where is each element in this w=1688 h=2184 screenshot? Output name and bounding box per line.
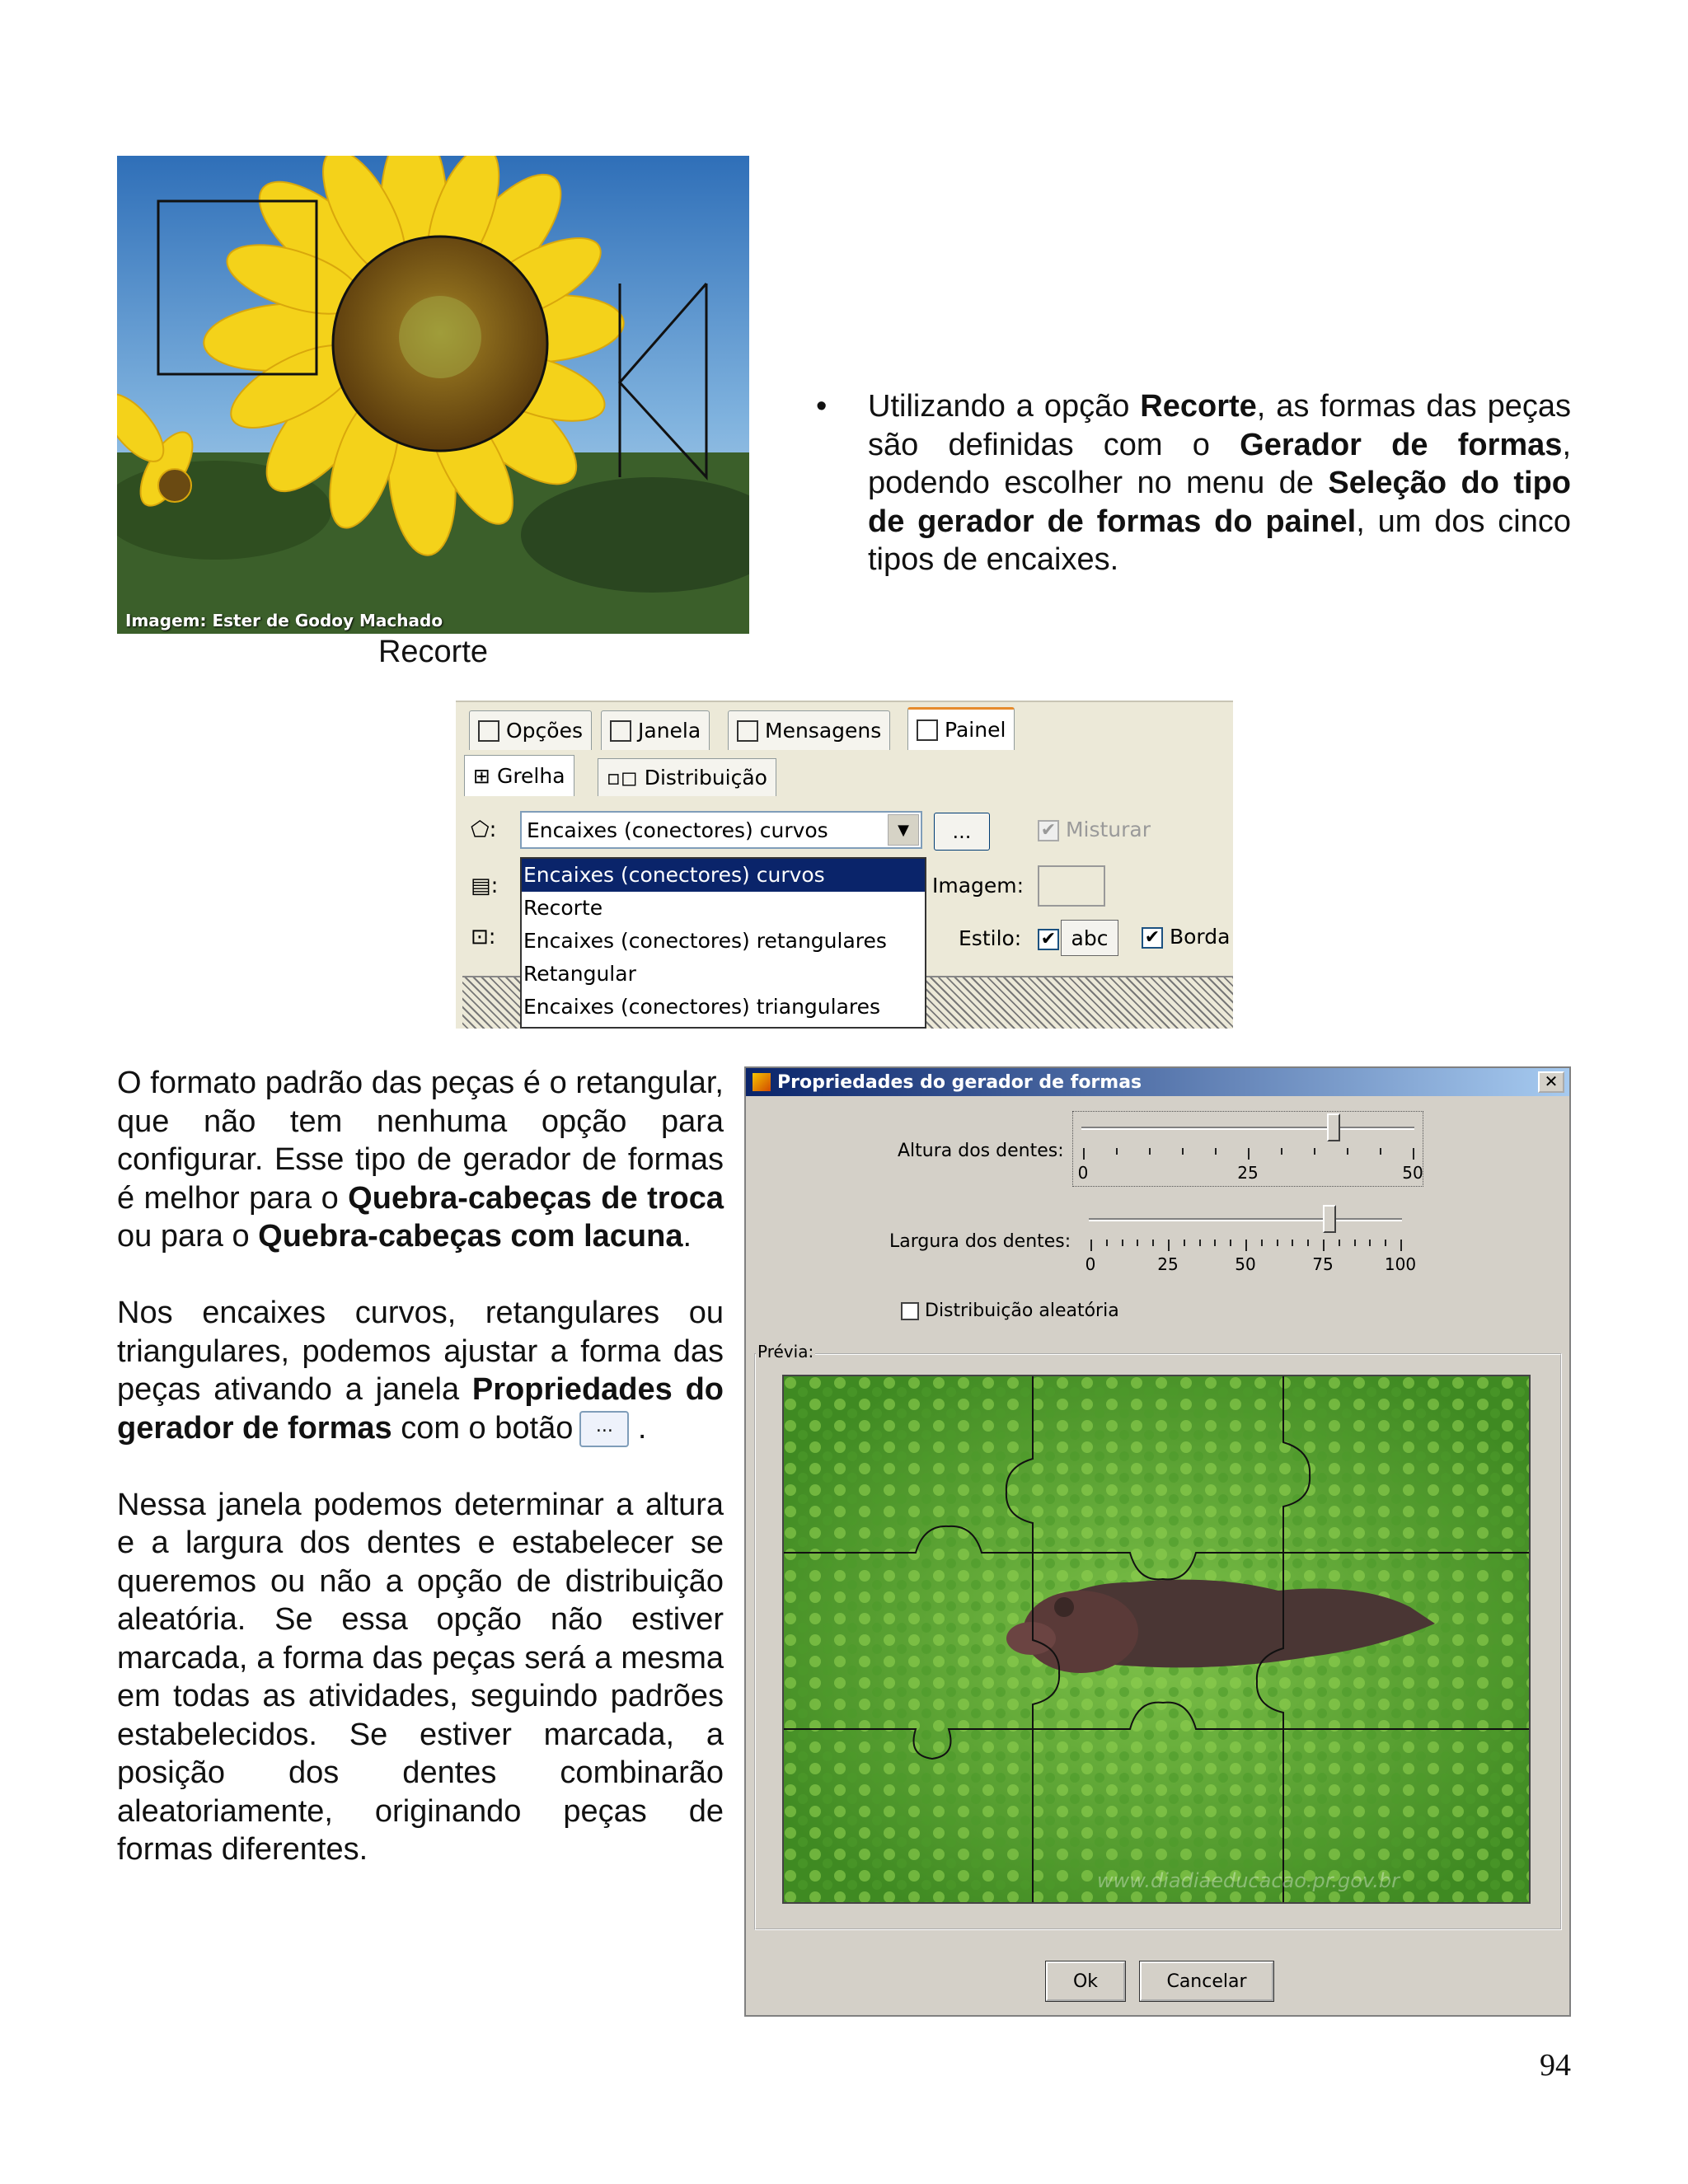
- text-run: .: [682, 1219, 692, 1254]
- ok-button[interactable]: Ok: [1046, 1961, 1125, 2001]
- text-run: , um dos cinco tipos de encaixes.: [868, 504, 1571, 577]
- misturar-checkbox[interactable]: ✔: [1038, 820, 1059, 841]
- text-run: .: [629, 1410, 647, 1446]
- slider-tick: [1347, 1148, 1348, 1155]
- bold-term: Propriedades do gerador de formas: [117, 1372, 724, 1446]
- slider-tick: [1354, 1240, 1356, 1246]
- page-number: 94: [1540, 2048, 1571, 2083]
- tab-label: Janela: [638, 719, 701, 743]
- bullet-paragraph: [816, 387, 1571, 579]
- slider-tick: [1230, 1240, 1231, 1246]
- slider-tick: [1214, 1240, 1216, 1246]
- shape-generator-icon: ⬠:: [471, 818, 497, 842]
- shape-type-dropdown[interactable]: [520, 857, 926, 1029]
- slider-tick: [1168, 1240, 1170, 1251]
- altura-slider-thumb[interactable]: [1327, 1113, 1340, 1141]
- bullet-text: [868, 387, 1571, 579]
- dropdown-option-retangular[interactable]: Retangular: [523, 962, 636, 986]
- misturar-label: Misturar: [1065, 818, 1151, 841]
- slider-tick: [1323, 1240, 1325, 1251]
- slider-tick: [1215, 1148, 1217, 1155]
- estilo-label: Estilo:: [959, 926, 1022, 950]
- slider-tick: [1385, 1240, 1386, 1246]
- figure-caption: Recorte: [377, 635, 489, 669]
- tab-painel[interactable]: [907, 707, 1015, 750]
- shape-generator-select[interactable]: [520, 811, 922, 849]
- tab-janela[interactable]: [601, 710, 710, 750]
- preview-image: [782, 1375, 1531, 1904]
- slider-tick: [1369, 1240, 1371, 1246]
- style-button[interactable]: abc: [1061, 920, 1118, 956]
- altura-slider[interactable]: [1072, 1111, 1423, 1187]
- text-run: , as formas das peças são definidas com o: [868, 389, 1571, 462]
- dialog-titlebar[interactable]: [746, 1068, 1569, 1096]
- dropdown-option-retangulares[interactable]: Encaixes (conectores) retangulares: [523, 929, 887, 953]
- slider-tick: [1307, 1240, 1309, 1246]
- slider-tick: [1152, 1240, 1154, 1246]
- text-run: , podendo escolher no menu de: [868, 427, 1572, 500]
- bold-term: Quebra-cabeças com lacuna: [258, 1219, 683, 1254]
- bullet-marker: •: [816, 389, 828, 424]
- largura-label: Largura dos dentes:: [889, 1231, 1071, 1252]
- slider-tick: [1339, 1240, 1340, 1246]
- dropdown-option-curvos[interactable]: Encaixes (conectores) curvos: [522, 859, 925, 892]
- slider-tick: [1277, 1240, 1278, 1246]
- slider-tick: [1182, 1148, 1184, 1155]
- slider-tick-label: 75: [1312, 1254, 1334, 1274]
- dropdown-option-triangulares[interactable]: Encaixes (conectores) triangulares: [523, 995, 881, 1019]
- subtab-distribuicao[interactable]: [598, 758, 776, 796]
- paragraph-2: [117, 1294, 724, 1447]
- text-run: ou para o: [117, 1219, 259, 1254]
- panel-screenshot: [456, 701, 1233, 1029]
- paragraph-1: [117, 1064, 724, 1256]
- shape-generator-properties-dialog: [744, 1066, 1571, 2017]
- cancel-button[interactable]: Cancelar: [1140, 1961, 1273, 2001]
- distrib-label: Distribuição aleatória: [925, 1301, 1119, 1321]
- distribution-icon: ▫◻: [607, 766, 638, 790]
- largura-slider[interactable]: [1082, 1203, 1417, 1279]
- slider-tick-label: 25: [1237, 1163, 1259, 1183]
- bold-term: Recorte: [1140, 389, 1257, 424]
- tab-label: Painel: [945, 718, 1006, 742]
- text-run: com o botão: [392, 1410, 574, 1446]
- distrib-option[interactable]: [901, 1301, 1119, 1321]
- estilo-checkbox[interactable]: ✔: [1038, 926, 1059, 950]
- slider-tick: [1400, 1240, 1402, 1251]
- tab-opcoes[interactable]: [469, 710, 592, 750]
- dropdown-option-recorte[interactable]: Recorte: [523, 896, 603, 920]
- text-run: Utilizando a opção: [868, 389, 1141, 424]
- slider-tick: [1149, 1148, 1151, 1155]
- slider-tick-label: 25: [1157, 1254, 1179, 1274]
- image-credit: Imagem: Ester de Godoy Machado: [125, 611, 443, 630]
- slider-tick: [1380, 1148, 1381, 1155]
- tab-mensagens[interactable]: [728, 710, 890, 750]
- imagem-label: Imagem:: [932, 874, 1025, 898]
- slider-tick-label: 0: [1085, 1254, 1096, 1274]
- slider-tick: [1122, 1240, 1123, 1246]
- subtab-label: Distribuição: [644, 766, 767, 790]
- resize-icon: ⊡:: [471, 925, 496, 949]
- slider-tick: [1292, 1240, 1293, 1246]
- subtab-label: Grelha: [496, 764, 565, 788]
- bold-term: Gerador de formas: [1240, 427, 1563, 462]
- bold-term: Quebra-cabeças de troca: [348, 1180, 724, 1216]
- grid-icon: ⊞: [473, 764, 490, 788]
- slider-tick-label: 0: [1077, 1163, 1089, 1183]
- slider-tick: [1314, 1148, 1315, 1155]
- borda-option[interactable]: [1142, 925, 1230, 949]
- preview-watermark: www.diadiaeducacao.pr.gov.br: [1097, 1869, 1400, 1892]
- subtab-grelha[interactable]: [464, 755, 574, 796]
- slider-tick: [1137, 1240, 1138, 1246]
- select-value: Encaixes (conectores) curvos: [527, 818, 828, 842]
- app-icon: [753, 1073, 771, 1091]
- slider-tick-label: 50: [1402, 1163, 1423, 1183]
- slider-tick-label: 100: [1384, 1254, 1417, 1274]
- slider-tick: [1083, 1148, 1085, 1160]
- paragraph-3: Nessa janela podemos determinar a altura e a largura dos dentes e estabelecer se queremos ou não a opção de distribuição aleatória. Se essa opção não estiver marcada, a forma das peças será a mesma em todas as atividades, seguindo padrões estabelecidos. Se estiver marcada, a posição dos dentes combinarão aleatoriamente, originando peças de formas diferentes.: [117, 1487, 724, 1867]
- slider-tick: [1106, 1240, 1108, 1246]
- close-button[interactable]: ✕: [1538, 1071, 1564, 1093]
- bold-term: Seleção do tipo de gerador de formas do painel: [868, 466, 1571, 539]
- slider-tick: [1199, 1240, 1201, 1246]
- slider-tick: [1261, 1240, 1263, 1246]
- inline-ellipsis-button-image: ...: [579, 1411, 629, 1447]
- panel-icon: [917, 719, 938, 741]
- chevron-down-icon[interactable]: ▼: [888, 814, 919, 846]
- options-icon: [478, 720, 499, 742]
- slider-tick: [1413, 1148, 1414, 1160]
- slider-tick: [1116, 1148, 1118, 1155]
- left-text-column: [117, 1064, 724, 1907]
- borda-checkbox[interactable]: ✔: [1142, 927, 1163, 949]
- misturar-option[interactable]: [1038, 818, 1151, 841]
- slider-tick: [1245, 1240, 1247, 1251]
- text-run: O formato padrão das peças é o retangular, que não tem nenhuma opção para configurar. Esse tipo de gerador de formas é melhor para o: [117, 1066, 724, 1216]
- ellipsis-button[interactable]: ...: [934, 813, 990, 851]
- messages-icon: [737, 720, 758, 742]
- window-icon: [610, 720, 631, 742]
- dialog-title: Propriedades do gerador de formas: [777, 1071, 1142, 1093]
- slider-tick: [1090, 1240, 1092, 1251]
- imagem-preview[interactable]: [1038, 865, 1105, 907]
- largura-slider-thumb[interactable]: [1323, 1205, 1336, 1233]
- distrib-checkbox[interactable]: [901, 1302, 919, 1320]
- slider-tick: [1184, 1240, 1185, 1246]
- tab-label: Mensagens: [765, 719, 882, 743]
- slider-tick-label: 50: [1235, 1254, 1256, 1274]
- list-icon: ▤:: [471, 874, 499, 898]
- altura-label: Altura dos dentes:: [898, 1141, 1064, 1161]
- preview-label: Prévia:: [757, 1342, 814, 1361]
- sunflower-image: [117, 156, 749, 634]
- tab-label: Opções: [506, 719, 583, 743]
- text-run: Nos encaixes curvos, retangulares ou triangulares, podemos ajustar a forma das peças ativando a janela: [117, 1296, 724, 1407]
- slider-tick: [1281, 1148, 1282, 1155]
- slider-tick: [1248, 1148, 1250, 1160]
- borda-label: Borda: [1169, 925, 1231, 949]
